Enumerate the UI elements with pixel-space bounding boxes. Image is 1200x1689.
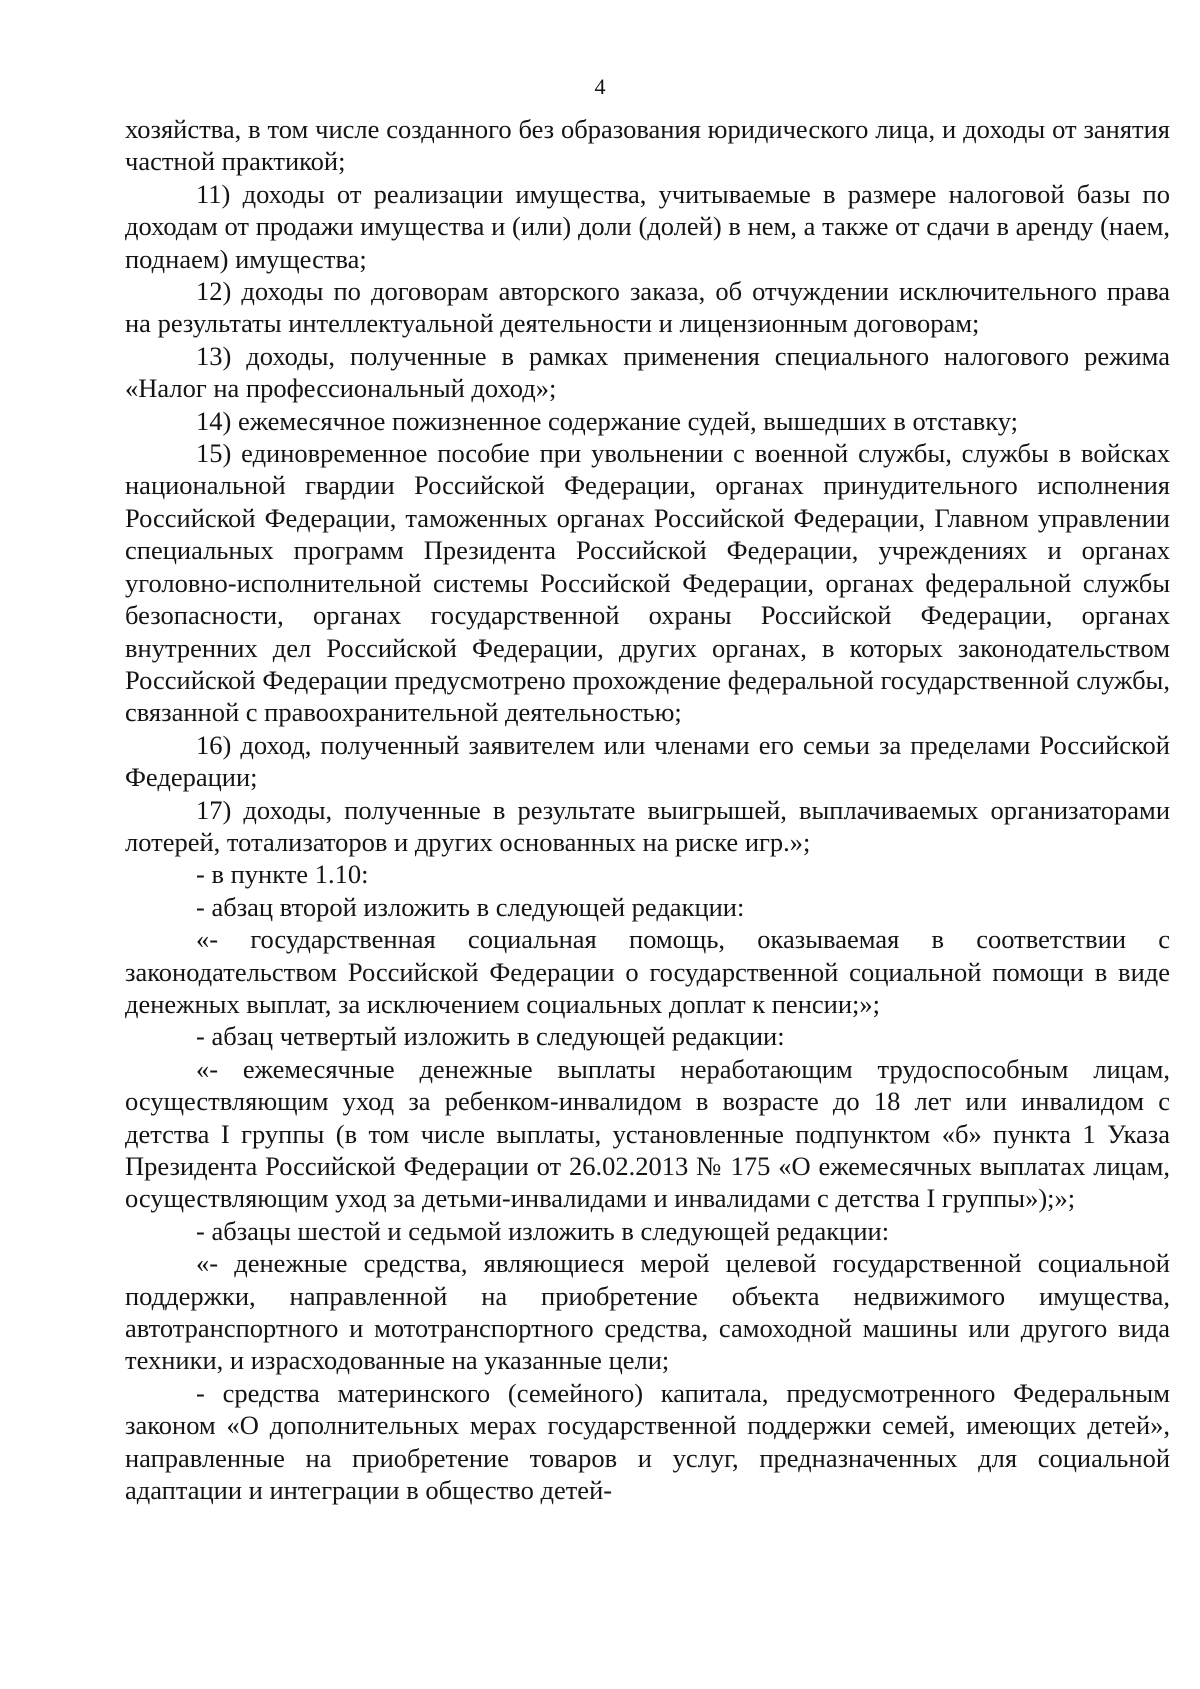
paragraph: 11) доходы от реализации имущества, учитываемые в размере налоговой базы по доходам от продажи имущества и (или) доли (долей) в нем, а также от сдачи в аренду (наем, поднаем) имущества; [125, 178, 1170, 274]
paragraph: 15) единовременное пособие при увольнении с военной службы, службы в войсках национальной гвардии Российской Федерации, органах принудительного исполнения Российской Федерации, таможенных органах Российской Федерации, Главном управлении специальных программ Президента Российской Федерации, учреждениях и органах уголовно-исполнительной системы Российской Федерации, органах федеральной службы безопасности, органах государственной охраны Российской Федерации, органах внутренних дел Российской Федерации, других органах, в которых законодательством Российской Федерации предусмотрено прохождение федеральной государственной службы, связанной с правоохранительной деятельностью; [125, 438, 1170, 728]
paragraph: хозяйства, в том числе созданного без образования юридического лица, и доходы от занятия частной практикой; [125, 114, 1170, 177]
paragraph: - абзац четвертый изложить в следующей редакции: [196, 1021, 785, 1052]
document-body [125, 113, 1170, 1506]
paragraph: «- ежемесячные денежные выплаты неработающим трудоспособным лицам, осуществляющим уход за ребенком-инвалидом в возрасте до 18 лет или инвалидом с детства I группы (в том числе выплаты, установленные подпунктом «б» пункта 1 Указа Президента Российской Федерации от 26.02.2013 № 175 «О ежемесячных выплатах лицам, осуществляющим уход за детьми-инвалидами и инвалидами с детства I группы»);»; [125, 1053, 1170, 1214]
paragraph: 16) доход, полученный заявителем или членами его семьи за пределами Российской Федерации; [125, 729, 1170, 793]
paragraph: - средства материнского (семейного) капитала, предусмотренного Федеральным законом «О дополнительных мерах государственной поддержки семей, имеющих детей», направленные на приобретение товаров и услуг, предназначенных для социальной адаптации и интеграции в общество детей- [125, 1377, 1170, 1506]
paragraph: 14) ежемесячное пожизненное содержание судей, вышедших в отставку; [196, 405, 1019, 436]
paragraph: «- государственная социальная помощь, оказываемая в соответствии с законодательством Российской Федерации о государственной социальной помощи в виде денежных выплат, за исключением социальных доплат к пенсии;»; [125, 924, 1170, 1019]
paragraph: «- денежные средства, являющиеся мерой целевой государственной социальной поддержки, направленной на приобретение объекта недвижимого имущества, автотранспортного и мототранспортного средства, самоходной машины или другого вида техники, и израсходованные на указанные цели; [125, 1248, 1170, 1376]
paragraph: 12) доходы по договорам авторского заказа, об отчуждении исключительного права на результаты интеллектуальной деятельности и лицензионным договорам; [125, 276, 1170, 339]
paragraph: 13) доходы, полученные в рамках применения специального налогового режима «Налог на профессиональный доход»; [125, 340, 1170, 404]
paragraph: - абзацы шестой и седьмой изложить в следующей редакции: [196, 1215, 890, 1246]
paragraph: - абзац второй изложить в следующей редакции: [196, 891, 745, 922]
paragraph: 17) доходы, полученные в результате выигрышей, выплачиваемых организаторами лотерей, тотализаторов и других основанных на риске игр.»; [125, 794, 1170, 857]
page-number: 4 [594, 74, 606, 99]
paragraph: - в пункте 1.10: [196, 859, 369, 890]
